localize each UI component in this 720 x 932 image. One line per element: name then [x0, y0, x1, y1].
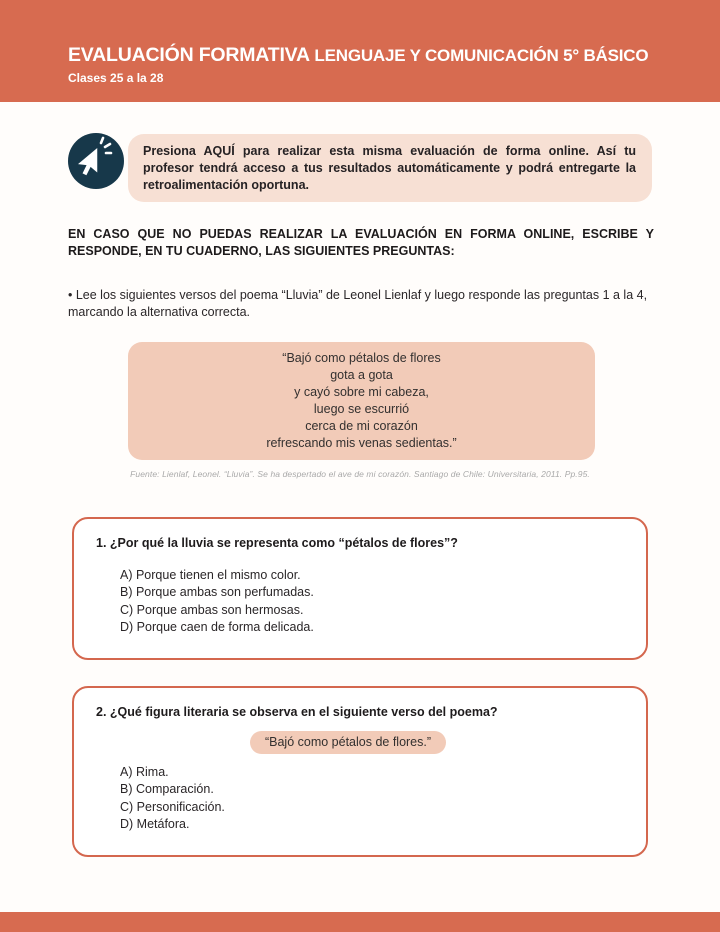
option-a: A) Porque tienen el mismo color.: [120, 568, 301, 582]
poem-line: refrescando mis venas sedientas.”: [266, 436, 457, 450]
title-line: [68, 44, 648, 67]
poem-line: luego se escurrió: [313, 402, 410, 416]
footer-bar: [0, 912, 720, 932]
question-2-options: [120, 764, 646, 834]
option-c: C) Porque ambas son hermosas.: [120, 602, 304, 617]
header-bar: [0, 0, 720, 102]
poem-source-citation: Fuente: Lienlaf, Leonel. “Lluvia”. Se ha despertado el ave de mi corazón. Santiago de Chile: Universitaria, 2011. Pp.95.: [130, 469, 590, 479]
reading-instruction-bullet: • Lee los siguientes versos del poema “Lluvia” de Leonel Lienlaf y luego responde las preguntas 1 a la 4, marcando la alternativa correcta.: [68, 288, 648, 319]
question-2-verse-pill: “Bajó como pétalos de flores.”: [250, 731, 446, 754]
question-2-title: 2. ¿Qué figura literaria se observa en el siguiente verso del poema?: [96, 705, 498, 719]
option-d: D) Metáfora.: [120, 817, 190, 832]
option-d: D) Porque caen de forma delicada.: [120, 620, 314, 635]
offline-instructions-heading: EN CASO QUE NO PUEDAS REALIZAR LA EVALUACIÓN EN FORMA ONLINE, ESCRIBE Y RESPONDE, EN TU CUADERNO, LAS SIGUIENTES PREGUNTAS:: [68, 227, 654, 258]
online-evaluation-callout[interactable]: [128, 134, 652, 202]
question-1-options: [120, 567, 646, 637]
title-main: EVALUACIÓN FORMATIVA: [68, 44, 310, 66]
title-rest: LENGUAJE Y COMUNICACIÓN 5° BÁSICO: [309, 46, 649, 65]
poem-line: gota a gota: [330, 368, 393, 382]
poem-box: [128, 342, 595, 460]
option-c: C) Personificación.: [120, 799, 225, 814]
option-a: A) Rima.: [120, 765, 169, 779]
poem-line: cerca de mi corazón: [305, 419, 418, 433]
click-cursor-icon-svg: [67, 132, 125, 190]
option-b: B) Comparación.: [120, 782, 214, 797]
poem-line: y cayó sobre mi cabeza,: [294, 385, 429, 399]
callout-text: Presiona AQUÍ para realizar esta misma evaluación de forma online. Así tu profesor tendrá acceso a tus resultados automáticamente y podrá entregarte la retroalimentación oportuna.: [143, 144, 636, 192]
page-title: [68, 44, 648, 85]
question-card-1: [72, 517, 648, 660]
question-1-title: 1. ¿Por qué la lluvia se representa como “pétalos de flores”?: [96, 536, 458, 550]
option-b: B) Porque ambas son perfumadas.: [120, 585, 314, 600]
header-subtitle: Clases 25 a la 28: [68, 71, 164, 85]
question-card-2: [72, 686, 648, 857]
poem-line: “Bajó como pétalos de flores: [282, 351, 441, 365]
click-cursor-icon[interactable]: [67, 132, 125, 190]
